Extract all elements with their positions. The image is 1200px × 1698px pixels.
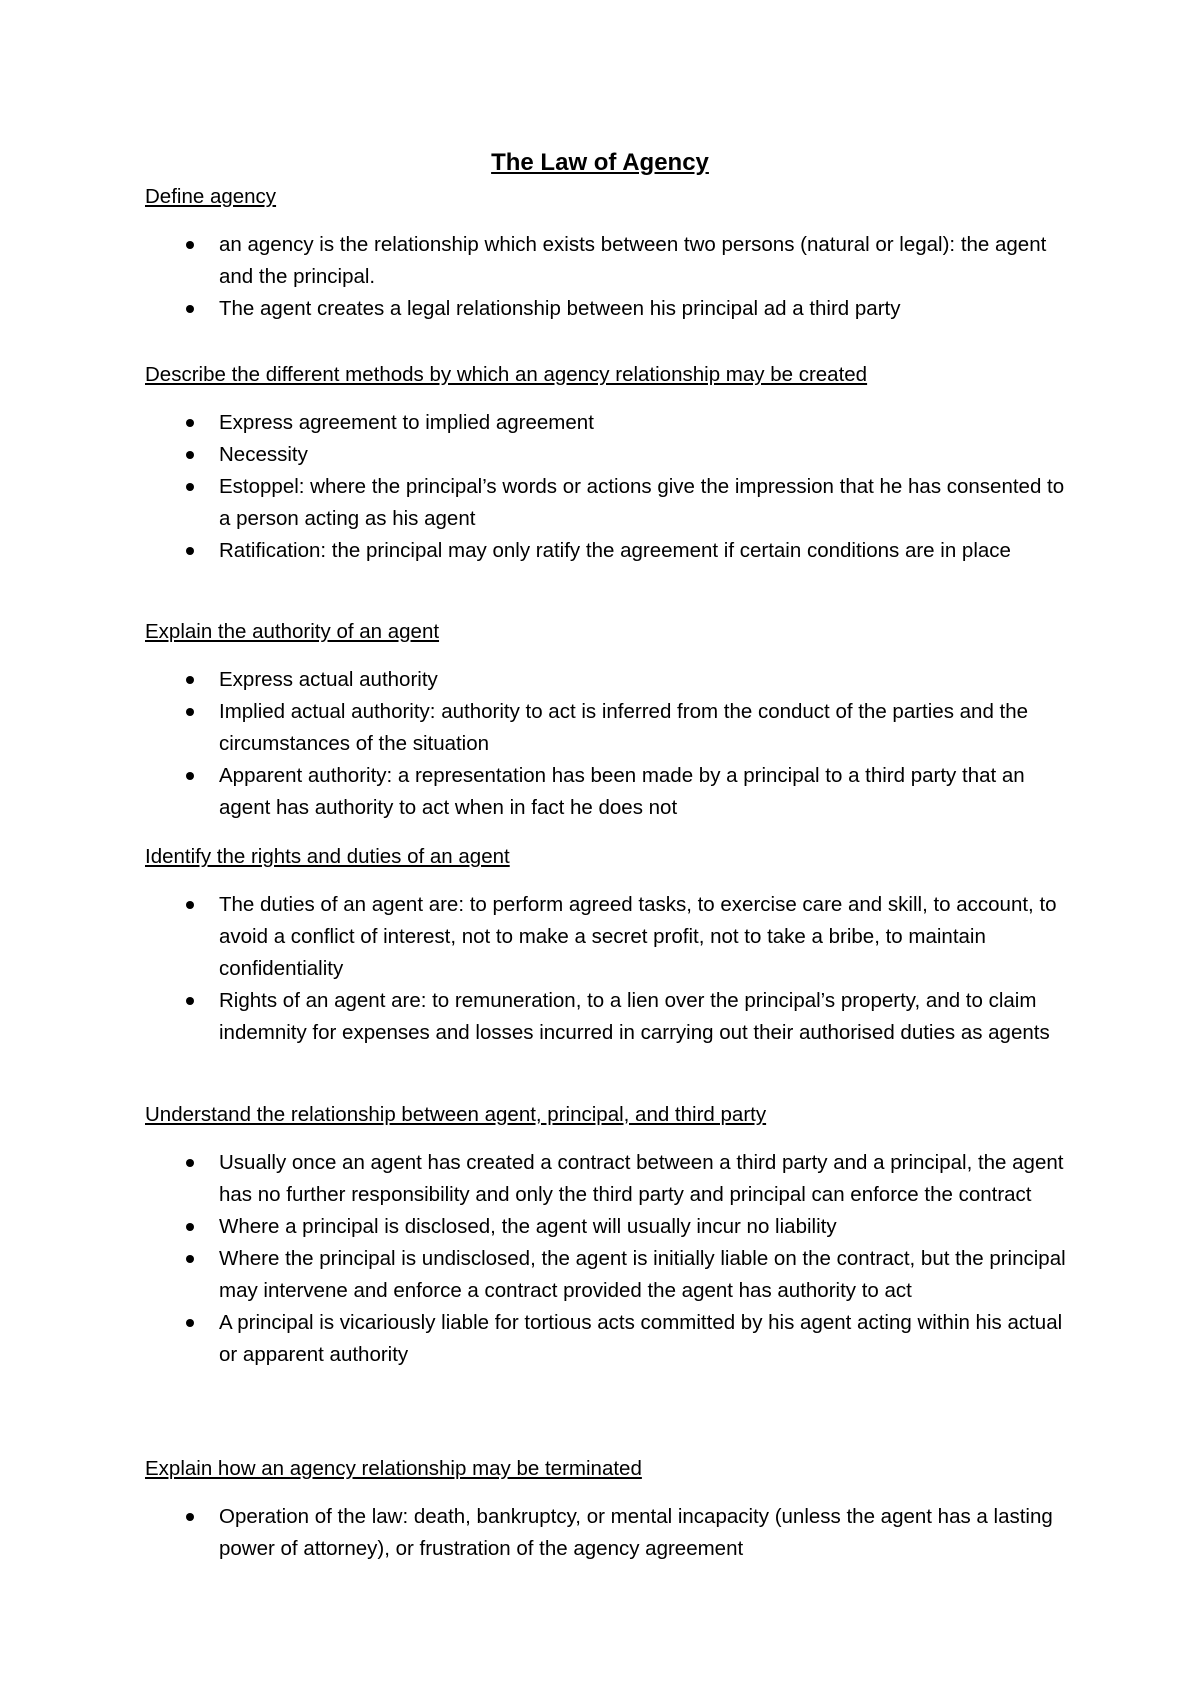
bullet-list xyxy=(145,1501,1075,1565)
list-item xyxy=(145,1211,1075,1243)
list-item xyxy=(145,1307,1075,1371)
bullet-icon xyxy=(186,547,194,555)
list-item-text: Where a principal is disclosed, the agent will usually incur no liability xyxy=(219,1215,837,1238)
list-item xyxy=(145,471,1075,535)
bullet-icon xyxy=(186,1159,194,1167)
list-item-text: Rights of an agent are: to remuneration, to a lien over the principal’s property, and to claim indemnity for expenses and losses incurred in carrying out their authorised duties as agents xyxy=(219,989,1050,1044)
list-item xyxy=(145,229,1075,293)
list-item xyxy=(145,889,1075,985)
bullet-icon xyxy=(186,1319,194,1327)
bullet-icon xyxy=(186,1513,194,1521)
bullet-icon xyxy=(186,305,194,313)
section-heading: Understand the relationship between agent, principal, and third party xyxy=(145,1103,767,1126)
bullet-icon xyxy=(186,708,194,716)
list-item xyxy=(145,535,1075,567)
bullet-icon xyxy=(186,676,194,684)
bullet-icon xyxy=(186,419,194,427)
section-rights-duties xyxy=(145,843,1075,1049)
list-item xyxy=(145,664,1075,696)
list-item-text: Apparent authority: a representation has been made by a principal to a third party that an agent has authority to act when in fact he does not xyxy=(219,764,1025,819)
list-item-text: Implied actual authority: authority to act is inferred from the conduct of the parties and the circumstances of the situation xyxy=(219,700,1029,755)
section-heading: Identify the rights and duties of an agent xyxy=(145,845,510,868)
list-item-text: Necessity xyxy=(219,443,308,466)
bullet-list xyxy=(145,664,1075,824)
section-authority xyxy=(145,618,1075,824)
list-item-text: Usually once an agent has created a contract between a third party and a principal, the agent has no further responsibility and only the third party and principal can enforce the contract xyxy=(219,1151,1064,1206)
bullet-icon xyxy=(186,901,194,909)
list-item xyxy=(145,1243,1075,1307)
document-title: The Law of Agency xyxy=(491,149,709,176)
list-item xyxy=(145,1501,1075,1565)
list-item-text: an agency is the relationship which exists between two persons (natural or legal): the agent and the principal. xyxy=(219,233,1047,288)
bullet-icon xyxy=(186,483,194,491)
list-item-text: Where the principal is undisclosed, the agent is initially liable on the contract, but the principal may intervene and enforce a contract provided the agent has authority to act xyxy=(219,1247,1066,1302)
list-item xyxy=(145,407,1075,439)
section-heading: Define agency xyxy=(145,185,277,208)
bullet-list xyxy=(145,889,1075,1049)
bullet-icon xyxy=(186,772,194,780)
bullet-icon xyxy=(186,997,194,1005)
list-item-text: The agent creates a legal relationship between his principal ad a third party xyxy=(219,297,901,320)
bullet-icon xyxy=(186,241,194,249)
list-item-text: Express agreement to implied agreement xyxy=(219,411,594,434)
bullet-icon xyxy=(186,1255,194,1263)
list-item xyxy=(145,696,1075,760)
section-methods-created xyxy=(145,361,1075,567)
list-item-text: Operation of the law: death, bankruptcy, or mental incapacity (unless the agent has a lasting power of attorney), or frustration of the agency agreement xyxy=(219,1505,1053,1560)
bullet-list xyxy=(145,407,1075,567)
list-item xyxy=(145,760,1075,824)
list-item xyxy=(145,293,1075,325)
section-heading: Explain how an agency relationship may be terminated xyxy=(145,1457,642,1480)
bullet-list xyxy=(145,229,1075,325)
list-item-text: The duties of an agent are: to perform agreed tasks, to exercise care and skill, to account, to avoid a conflict of interest, not to make a secret profit, not to take a bribe, to maintain confidentiality xyxy=(219,893,1057,980)
list-item-text: Estoppel: where the principal’s words or actions give the impression that he has consented to a person acting as his agent xyxy=(219,475,1065,530)
list-item-text: A principal is vicariously liable for tortious acts committed by his agent acting within his actual or apparent authority xyxy=(219,1311,1063,1366)
list-item xyxy=(145,1147,1075,1211)
section-relationship xyxy=(145,1101,1075,1371)
bullet-icon xyxy=(186,1223,194,1231)
list-item-text: Express actual authority xyxy=(219,668,438,691)
section-termination xyxy=(145,1455,1075,1565)
bullet-icon xyxy=(186,451,194,459)
list-item xyxy=(145,439,1075,471)
section-heading: Describe the different methods by which an agency relationship may be created xyxy=(145,363,868,386)
list-item-text: Ratification: the principal may only ratify the agreement if certain conditions are in place xyxy=(219,539,1011,562)
section-heading: Explain the authority of an agent xyxy=(145,620,440,643)
bullet-list xyxy=(145,1147,1075,1371)
list-item xyxy=(145,985,1075,1049)
section-define-agency xyxy=(145,183,1075,325)
